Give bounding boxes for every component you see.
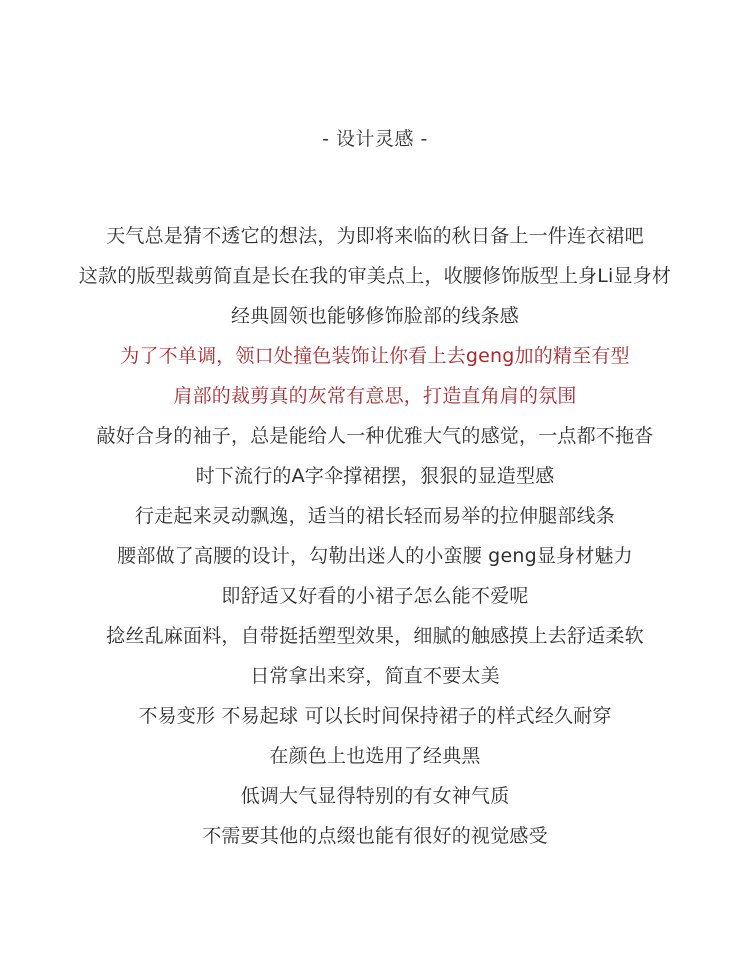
description-line-10: 即舒适又好看的小裙子怎么能不爱呢 xyxy=(221,585,529,607)
description-line-2: 这款的版型裁剪简直是长在我的审美点上，收腰修饰版型上身Li显身材 xyxy=(78,265,672,287)
description-line-1: 天气总是猜不透它的想法，为即将来临的秋日备上一件连衣裙吧 xyxy=(106,225,644,247)
description-line-13: 不易变形 不易起球 可以长时间保持裙子的样式经久耐穿 xyxy=(138,705,612,727)
design-description xyxy=(0,221,750,861)
description-line-12: 日常拿出来穿，简直不要太美 xyxy=(250,665,500,687)
description-line-8: 行走起来灵动飘逸，适当的裙长轻而易举的拉伸腿部线条 xyxy=(134,505,615,527)
description-line-6: 敲好合身的袖子，总是能给人一种优雅大气的感觉，一点都不拖沓 xyxy=(96,425,654,447)
description-line-16: 不需要其他的点缀也能有很好的视觉感受 xyxy=(202,825,548,847)
description-line-15: 低调大气显得特别的有女神气质 xyxy=(240,785,510,807)
description-line-9: 腰部做了高腰的设计，勾勒出迷人的小蛮腰 geng显身材魅力 xyxy=(117,545,633,567)
description-line-5: 肩部的裁剪真的灰常有意思，打造直角肩的氛围 xyxy=(173,385,577,407)
description-line-3: 经典圆领也能够修饰脸部的线条感 xyxy=(230,305,519,327)
description-line-7: 时下流行的A字伞撑裙摆，狠狠的显造型感 xyxy=(195,465,555,487)
description-line-14: 在颜色上也选用了经典黑 xyxy=(269,745,481,767)
description-line-4: 为了不单调，领口处撞色装饰让你看上去geng加的精至有型 xyxy=(120,345,630,367)
description-line-11: 捻丝乱麻面料，自带挺括塑型效果，细腻的触感摸上去舒适柔软 xyxy=(106,625,644,647)
section-title: - 设计灵感 - xyxy=(322,128,428,150)
